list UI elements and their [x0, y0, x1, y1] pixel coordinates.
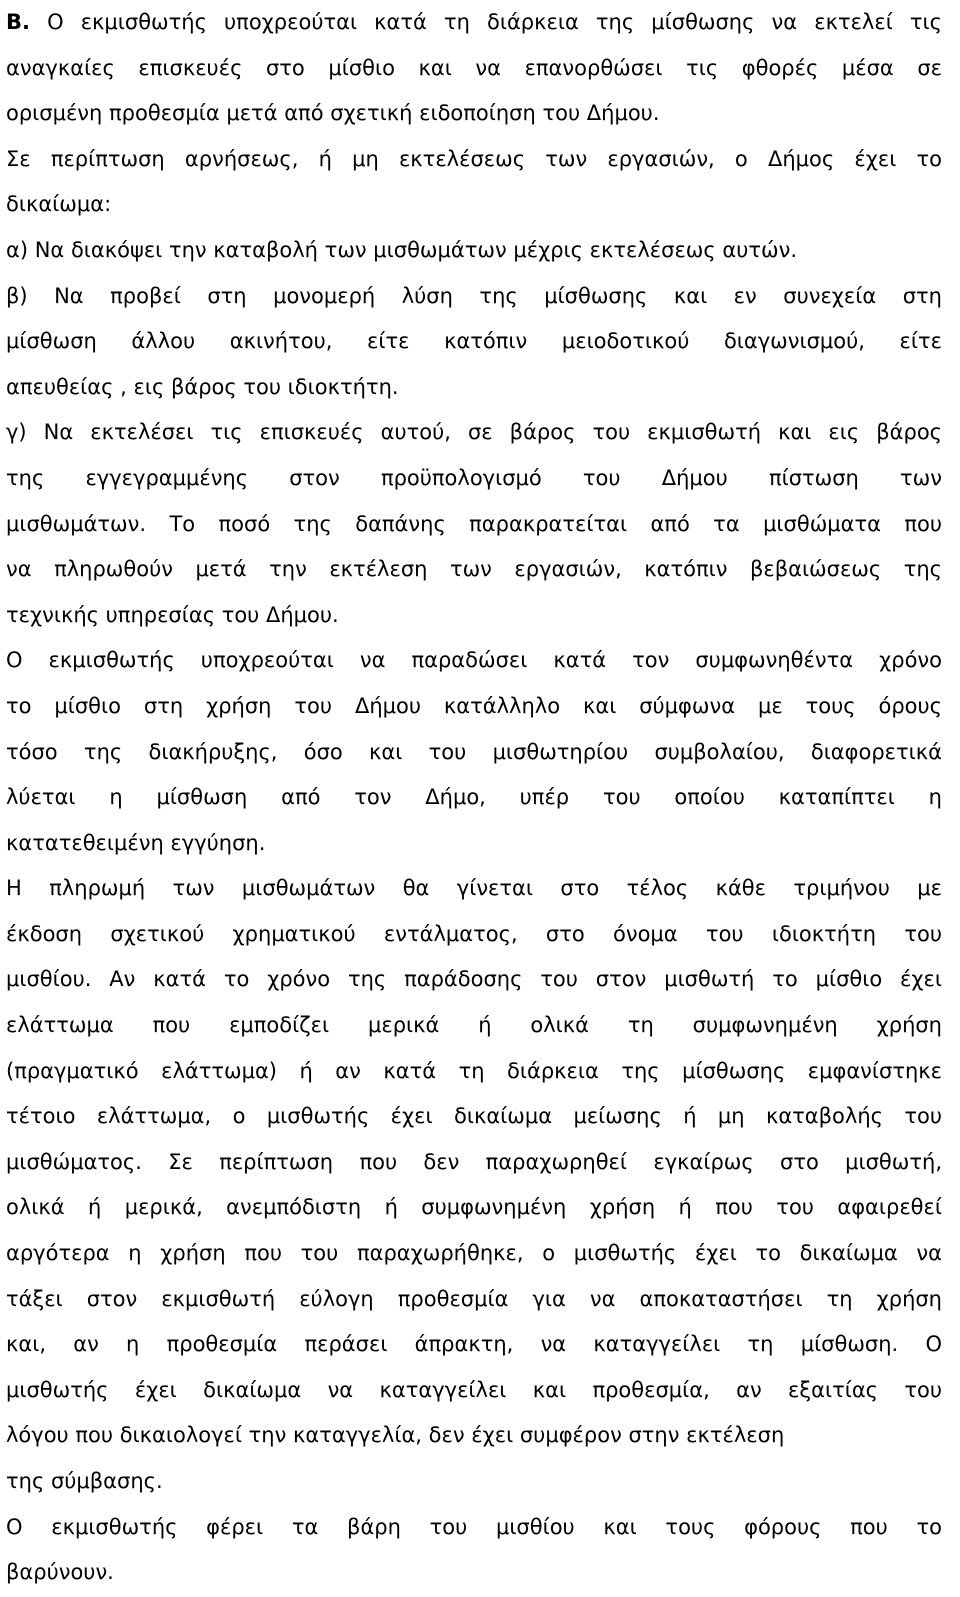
line-text: δικαίωμα:	[6, 192, 112, 217]
line-text: Ο εκμισθωτής υποχρεούται κατά τη διάρκεια της μίσθωσης να εκτελεί τις	[29, 10, 942, 34]
line-text: της σύμβασης.	[6, 1469, 163, 1493]
line-text: λόγου που δικαιολογεί την καταγγελία, δεν έχει συμφέρον στην εκτέλεση	[6, 1423, 785, 1448]
line-text: β) Να προβεί στη μονομερή λύση της μίσθωσης και εν συνεχεία στη	[6, 283, 942, 308]
text-line	[6, 365, 942, 411]
document-page	[6, 0, 942, 1596]
line-text: απευθείας , εις βάρος του ιδιοκτήτη.	[6, 374, 399, 399]
line-text: έκδοση σχετικού χρηματικού εντάλματος, στο όνομα του ιδιοκτήτη του	[6, 921, 942, 946]
line-text: αργότερα η χρήση που του παραχωρήθηκε, ο μισθωτής έχει το δικαίωμα να	[6, 1241, 942, 1266]
line-text: αναγκαίες επισκευές στο μίσθιο και να επανορθώσει τις φθορές μέσα σε	[6, 55, 942, 80]
text-line	[6, 1368, 942, 1414]
text-line	[6, 730, 942, 776]
text-line	[6, 684, 942, 730]
text-line	[6, 0, 942, 46]
line-text: και, αν η προθεσμία περάσει άπρακτη, να καταγγείλει τη μίσθωση. Ο	[6, 1332, 942, 1357]
text-line	[6, 1094, 942, 1140]
text-line	[6, 1185, 942, 1231]
text-line	[6, 137, 942, 183]
item-marker: B.	[6, 10, 30, 34]
text-line	[6, 410, 942, 456]
text-line	[6, 1550, 942, 1596]
line-text: μισθώματος. Σε περίπτωση που δεν παραχωρηθεί εγκαίρως στο μισθωτή,	[6, 1149, 942, 1174]
text-line	[6, 274, 942, 320]
text-line	[6, 319, 942, 365]
text-line	[6, 182, 942, 228]
line-text: ελάττωμα που εμποδίζει μερικά ή ολικά τη συμφωνημένη χρήση	[6, 1013, 942, 1038]
line-text: βαρύνουν.	[6, 1560, 114, 1585]
line-text: τεχνικής υπηρεσίας του Δήμου.	[6, 602, 339, 627]
line-text: Ο εκμισθωτής φέρει τα βάρη του μισθίου και τους φόρους που το	[6, 1514, 942, 1539]
text-line	[6, 638, 942, 684]
text-line	[6, 1049, 942, 1095]
line-text: α) Να διακόψει την καταβολή των μισθωμάτων μέχρις εκτελέσεως αυτών.	[6, 237, 798, 262]
text-line	[6, 912, 942, 958]
line-text: γ) Να εκτελέσει τις επισκευές αυτού, σε βάρος του εκμισθωτή και εις βάρος	[6, 420, 942, 445]
text-line	[6, 1003, 942, 1049]
text-line	[6, 46, 942, 92]
text-line	[6, 1277, 942, 1323]
text-line	[6, 1231, 942, 1277]
line-text: το μίσθιο στη χρήση του Δήμου κατάλληλο και σύμφωνα με τους όρους	[6, 693, 942, 718]
line-text: μισθωτής έχει δικαίωμα να καταγγείλει και προθεσμία, αν εξαιτίας του	[6, 1377, 942, 1402]
text-line	[6, 502, 942, 548]
line-text: μισθίου. Αν κατά το χρόνο της παράδοσης του στον μισθωτή το μίσθιο έχει	[6, 967, 942, 992]
text-line	[6, 91, 942, 137]
line-text: ολικά ή μερικά, ανεμπόδιστη ή συμφωνημένη χρήση ή που του αφαιρεθεί	[6, 1195, 942, 1220]
line-text: λύεται η μίσθωση από τον Δήμο, υπέρ του οποίου καταπίπτει η	[6, 785, 942, 810]
text-line	[6, 775, 942, 821]
line-text: κατατεθειμένη εγγύηση.	[6, 830, 266, 855]
text-line	[6, 1459, 942, 1505]
text-line	[6, 957, 942, 1003]
text-line	[6, 866, 942, 912]
line-text: (πραγματικό ελάττωμα) ή αν κατά τη διάρκεια της μίσθωσης εμφανίστηκε	[6, 1058, 942, 1083]
line-text: τέτοιο ελάττωμα, ο μισθωτής έχει δικαίωμα μείωσης ή μη καταβολής του	[6, 1104, 942, 1129]
text-line	[6, 1413, 942, 1459]
text-line	[6, 1505, 942, 1551]
line-text: να πληρωθούν μετά την εκτέλεση των εργασιών, κατόπιν βεβαιώσεως της	[6, 557, 942, 582]
line-text: μίσθωση άλλου ακινήτου, είτε κατόπιν μειοδοτικού διαγωνισμού, είτε	[6, 329, 942, 354]
line-text: Σε περίπτωση αρνήσεως, ή μη εκτελέσεως των εργασιών, ο Δήμος έχει το	[6, 146, 942, 171]
text-line	[6, 228, 942, 274]
line-text: Ο εκμισθωτής υποχρεούται να παραδώσει κατά τον συμφωνηθέντα χρόνο	[6, 648, 942, 673]
line-text: Η πληρωμή των μισθωμάτων θα γίνεται στο τέλος κάθε τριμήνου με	[6, 876, 942, 901]
text-line	[6, 1322, 942, 1368]
line-text: τάξει στον εκμισθωτή εύλογη προθεσμία για να αποκαταστήσει τη χρήση	[6, 1286, 942, 1311]
text-line	[6, 821, 942, 867]
text-line	[6, 593, 942, 639]
text-line	[6, 547, 942, 593]
text-line	[6, 1140, 942, 1186]
line-text: τόσο της διακήρυξης, όσο και του μισθωτηρίου συμβολαίου, διαφορετικά	[6, 739, 942, 764]
line-text: της εγγεγραμμένης στον προϋπολογισμό του Δήμου πίστωση των	[6, 465, 942, 490]
text-line	[6, 456, 942, 502]
line-text: ορισμένη προθεσμία μετά από σχετική ειδοποίηση του Δήμου.	[6, 101, 660, 126]
line-text: μισθωμάτων. Το ποσό της δαπάνης παρακρατείται από τα μισθώματα που	[6, 511, 942, 536]
